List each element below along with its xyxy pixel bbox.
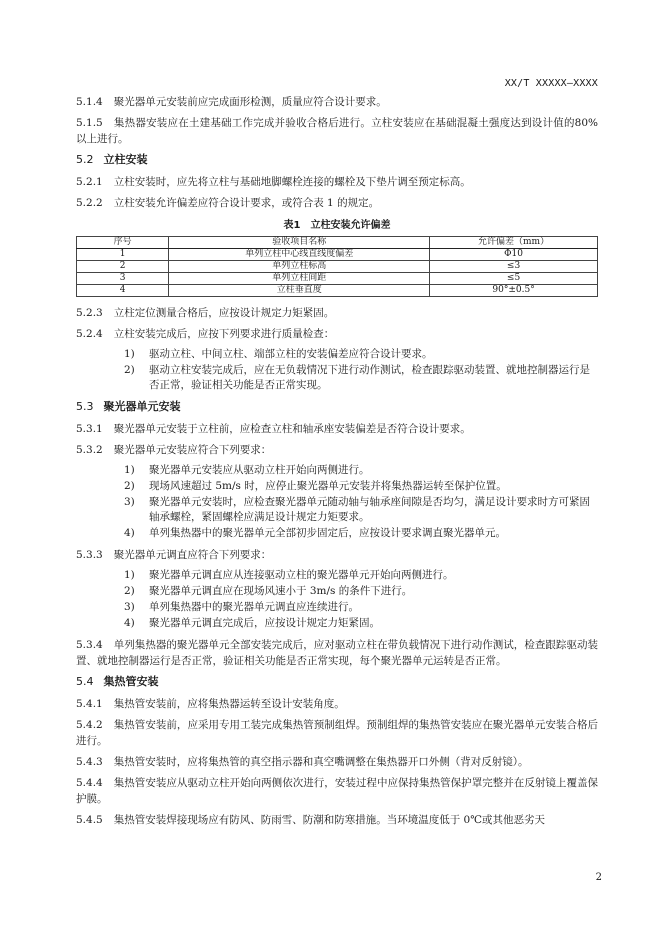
table-cell: 4 bbox=[77, 285, 169, 297]
table-cell: 3 bbox=[77, 273, 169, 285]
clause-number: 5.3.3 bbox=[76, 549, 103, 561]
clause-number: 5.2.4 bbox=[76, 328, 103, 340]
list-item bbox=[76, 347, 598, 362]
list-item-text: 聚光器单元调直完成后，应按设计规定力矩紧固。 bbox=[149, 617, 380, 629]
list-item-number: 4) bbox=[124, 617, 135, 629]
clause-text: 集热管安装前，应将集热器运转至设计安装角度。 bbox=[113, 698, 345, 710]
list-item-number: 4) bbox=[124, 527, 135, 539]
list-item-text: 聚光器单元安装时，应检查聚光器单元随动轴与轴承座间隙是否均匀，满足设计要求时方可紧固轴承螺栓，紧固螺栓应满足设计规定力矩要求。 bbox=[149, 496, 590, 523]
list-item-text: 现场风速超过 5m/s 时，应停止聚光器单元安装并将集热器运转至保护位置。 bbox=[149, 480, 507, 492]
clause-5-4-5 bbox=[76, 812, 598, 828]
list-item-number: 2) bbox=[124, 364, 135, 376]
list-item-text: 聚光器单元安装应从驱动立柱开始向两侧进行。 bbox=[149, 464, 370, 476]
tolerance-table bbox=[76, 236, 598, 297]
clause-number: 5.4.5 bbox=[76, 814, 103, 826]
list-item-text: 单列集热器中的聚光器单元调直应连续进行。 bbox=[149, 601, 359, 613]
list-item bbox=[76, 479, 598, 494]
list-item-number: 1) bbox=[124, 569, 135, 581]
clause-5-4-1 bbox=[76, 696, 598, 712]
clause-text: 集热管安装前，应采用专用工装完成集热管预制组焊。预制组焊的集热管安装应在聚光器单元安装合格后进行。 bbox=[76, 719, 598, 747]
list-item-number: 3) bbox=[124, 496, 135, 508]
section-heading-5-3 bbox=[76, 399, 598, 415]
list-item-number: 3) bbox=[124, 601, 135, 613]
clause-number: 5.3.1 bbox=[76, 423, 103, 435]
clause-5-2-3 bbox=[76, 305, 598, 321]
table-header-cell: 验收项目名称 bbox=[169, 237, 430, 249]
clause-5-3-1 bbox=[76, 421, 598, 437]
list-item bbox=[76, 363, 598, 393]
table-cell: 单列立柱间距 bbox=[169, 273, 430, 285]
clause-number: 5.4.3 bbox=[76, 756, 103, 768]
clause-number: 5.1.5 bbox=[76, 117, 103, 129]
table-cell: 单列立柱标高 bbox=[169, 261, 430, 273]
table-header-cell: 序号 bbox=[77, 237, 169, 249]
list-item bbox=[76, 495, 598, 525]
clause-text: 聚光器单元安装应符合下列要求： bbox=[113, 444, 272, 456]
clause-5-4-4 bbox=[76, 775, 598, 807]
clause-number: 5.4.1 bbox=[76, 698, 103, 710]
clause-5-1-4 bbox=[76, 94, 598, 110]
clause-5-2-2 bbox=[76, 195, 598, 211]
list-item-text: 聚光器单元调直应在现场风速小于 3m/s 的条件下进行。 bbox=[149, 585, 413, 597]
table-header-cell: 允许偏差（mm） bbox=[430, 237, 598, 249]
list-item bbox=[76, 600, 598, 615]
clause-number: 5.3.4 bbox=[76, 639, 103, 651]
section-title: 立柱安装 bbox=[103, 153, 148, 166]
section-number: 5.4 bbox=[76, 675, 94, 688]
table-cell: 单列立柱中心线直线度偏差 bbox=[169, 249, 430, 261]
section-heading-5-4 bbox=[76, 674, 598, 690]
clause-number: 5.2.3 bbox=[76, 307, 103, 319]
clause-number: 5.2.1 bbox=[76, 176, 103, 188]
clause-text: 聚光器单元安装于立柱前，应检查立柱和轴承座安装偏差是否符合设计要求。 bbox=[113, 423, 471, 435]
clause-text: 立柱安装允许偏差应符合设计要求，或符合表 1 的规定。 bbox=[113, 197, 380, 209]
page-number: 2 bbox=[595, 872, 602, 883]
table-row bbox=[77, 261, 598, 273]
clause-5-3-2 bbox=[76, 442, 598, 458]
table-cell: ≤5 bbox=[430, 273, 598, 285]
list-item-text: 驱动立柱安装完成后，应在无负载情况下进行动作测试，检查跟踪驱动装置、就地控制器运行是否正常，验证相关功能是否正常实现。 bbox=[149, 364, 590, 391]
clause-text: 集热管安装时，应将集热管的真空指示器和真空嘴调整在集热器开口外侧（背对反射镜）。 bbox=[113, 756, 529, 768]
table-title: 表1 立柱安装允许偏差 bbox=[283, 220, 391, 231]
table-cell: 1 bbox=[77, 249, 169, 261]
list-item bbox=[76, 568, 598, 583]
list-item bbox=[76, 616, 598, 631]
table-cell: 90°±0.5° bbox=[430, 285, 598, 297]
document-code: XX/T XXXXX—XXXX bbox=[504, 78, 598, 89]
clause-5-4-3 bbox=[76, 754, 598, 770]
clause-5-3-2-list bbox=[76, 463, 598, 541]
clause-number: 5.4.4 bbox=[76, 777, 103, 789]
clause-5-1-5 bbox=[76, 115, 598, 147]
list-item-text: 聚光器单元调直应从连接驱动立柱的聚光器单元开始向两侧进行。 bbox=[149, 569, 454, 581]
clause-number: 5.4.2 bbox=[76, 719, 103, 731]
clause-text: 单列集热器的聚光器单元全部安装完成后，应对驱动立柱在带负载情况下进行动作测试，检查跟踪驱动装置、就地控制器运行是否正常，验证相关功能是否正常实现，每个聚光器单元运转是否正常。 bbox=[76, 639, 598, 667]
clause-5-3-3-list bbox=[76, 568, 598, 631]
clause-text: 聚光器单元安装前应完成面形检测，质量应符合设计要求。 bbox=[113, 96, 387, 108]
table-header-row bbox=[77, 237, 598, 249]
clause-text: 集热管安装焊接现场应有防风、防雨雪、防潮和防寒措施。当环境温度低于 0℃或其他恶劣天 bbox=[113, 814, 545, 826]
list-item bbox=[76, 584, 598, 599]
section-title: 聚光器单元安装 bbox=[103, 400, 181, 413]
clause-text: 立柱安装时，应先将立柱与基础地脚螺栓连接的螺栓及下垫片调至预定标高。 bbox=[113, 176, 471, 188]
table-cell: 2 bbox=[77, 261, 169, 273]
clause-text: 立柱安装完成后，应按下列要求进行质量检查： bbox=[113, 328, 335, 340]
list-item-number: 1) bbox=[124, 464, 135, 476]
section-heading-5-2 bbox=[76, 152, 598, 168]
list-item bbox=[76, 526, 598, 541]
clause-5-3-3 bbox=[76, 547, 598, 563]
section-number: 5.2 bbox=[76, 153, 94, 166]
clause-number: 5.3.2 bbox=[76, 444, 103, 456]
table-row bbox=[77, 285, 598, 297]
clause-number: 5.1.4 bbox=[76, 96, 103, 108]
clause-number: 5.2.2 bbox=[76, 197, 103, 209]
list-item-text: 驱动立柱、中间立柱、端部立柱的安装偏差应符合设计要求。 bbox=[149, 348, 433, 360]
clause-5-2-4-list bbox=[76, 347, 598, 393]
table-row bbox=[77, 249, 598, 261]
clause-text: 聚光器单元调直应符合下列要求： bbox=[113, 549, 272, 561]
section-number: 5.3 bbox=[76, 400, 94, 413]
table-row bbox=[77, 273, 598, 285]
table-cell: 立柱垂直度 bbox=[169, 285, 430, 297]
table-cell: Φ10 bbox=[430, 249, 598, 261]
list-item-number: 2) bbox=[124, 480, 135, 492]
table-cell: ≤3 bbox=[430, 261, 598, 273]
clause-5-3-4 bbox=[76, 637, 598, 669]
clause-text: 集热管安装应从驱动立柱开始向两侧依次进行，安装过程中应保持集热管保护罩完整并在反射镜上覆盖保护膜。 bbox=[76, 777, 598, 805]
clause-5-2-4 bbox=[76, 326, 598, 342]
section-title: 集热管安装 bbox=[103, 675, 159, 688]
list-item-number: 2) bbox=[124, 585, 135, 597]
list-item-text: 单列集热器中的聚光器单元全部初步固定后，应按设计要求调直聚光器单元。 bbox=[149, 527, 506, 539]
list-item-number: 1) bbox=[124, 348, 135, 360]
clause-5-4-2 bbox=[76, 717, 598, 749]
clause-text: 立柱定位测量合格后，应按设计规定力矩紧固。 bbox=[113, 307, 335, 319]
document-body bbox=[76, 94, 598, 833]
clause-text: 集热器安装应在土建基础工作完成并验收合格后进行。立柱安装应在基础混凝土强度达到设计值的80%以上进行。 bbox=[76, 117, 598, 145]
list-item bbox=[76, 463, 598, 478]
clause-5-2-1 bbox=[76, 174, 598, 190]
